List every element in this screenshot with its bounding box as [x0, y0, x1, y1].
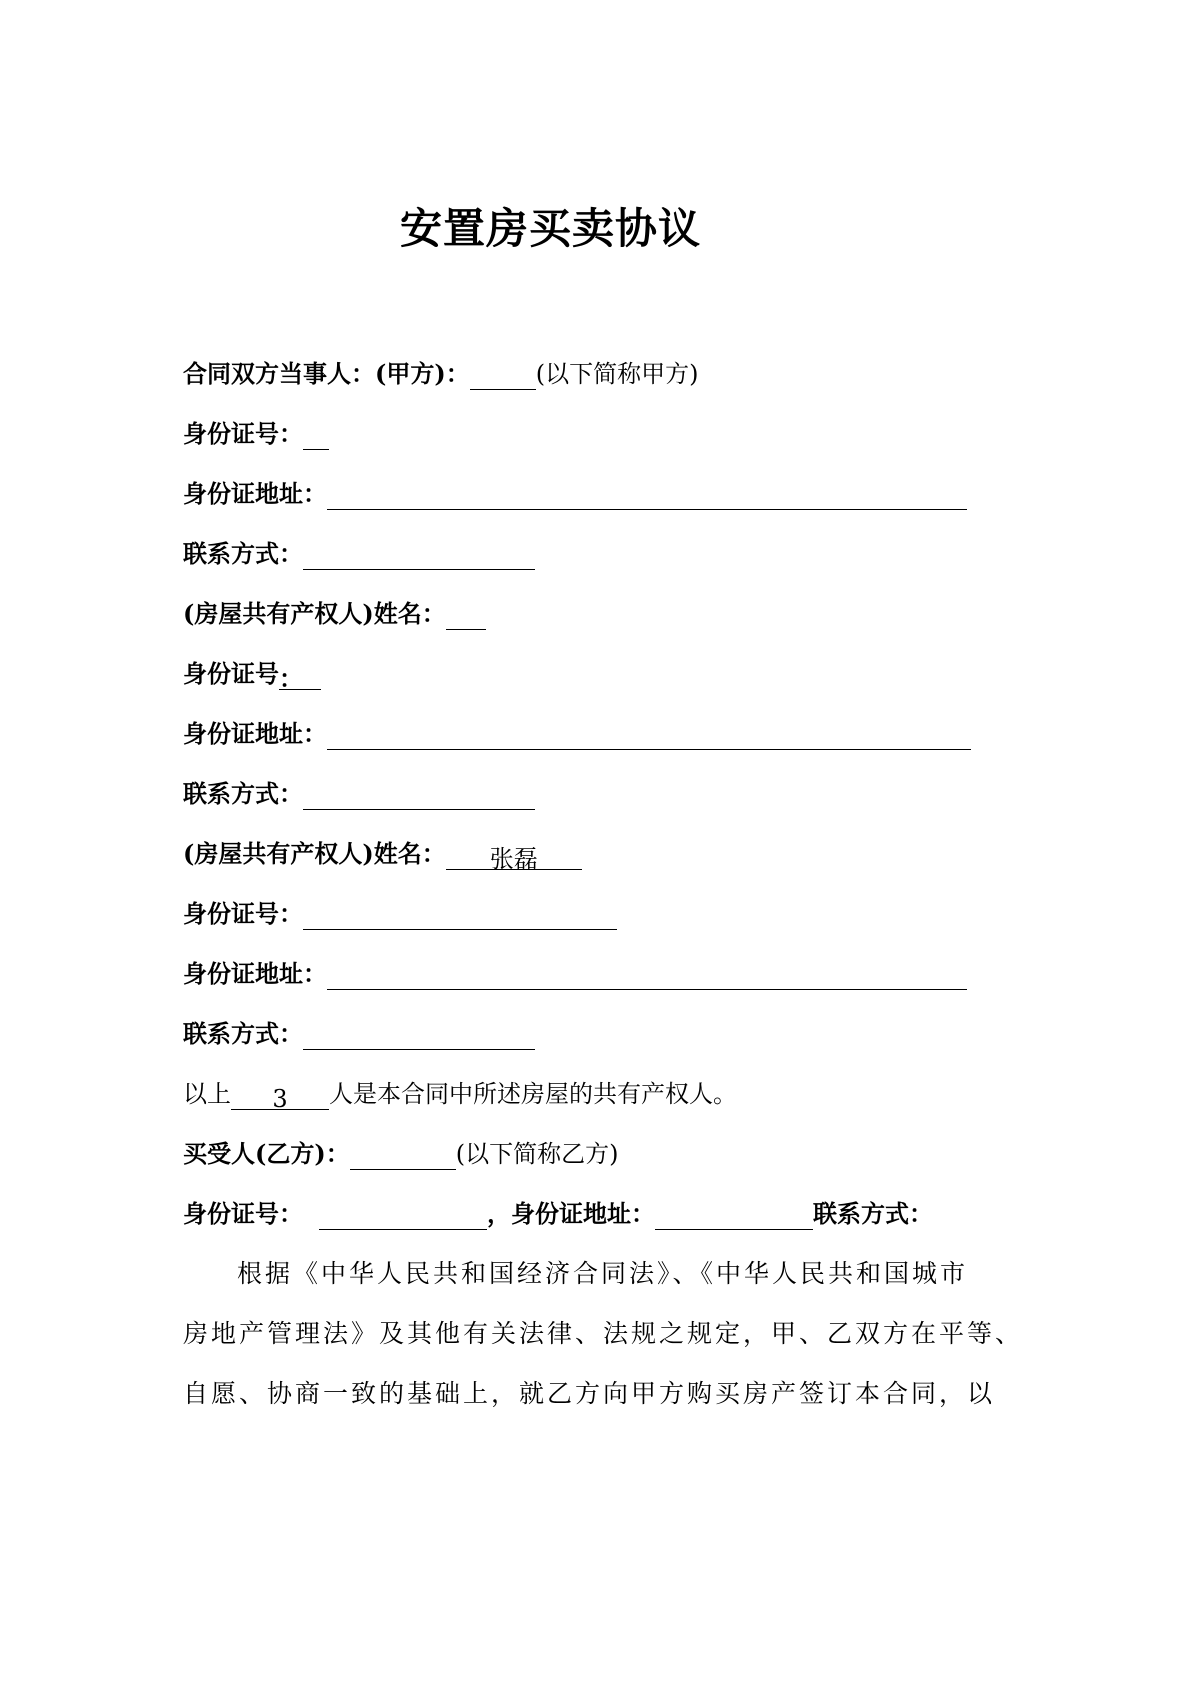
coowner-count-suffix: 人是本合同中所述房屋的共有产权人。: [329, 1080, 737, 1108]
coowner2-contact-line: [183, 1018, 535, 1050]
coowner1-name-label: (房屋共有产权人)姓名：: [183, 599, 446, 628]
coowner-count-line: [183, 1078, 737, 1113]
coowner2-name-label: (房屋共有产权人)姓名：: [183, 839, 446, 868]
party-a-label: 合同双方当事人：(甲方)：: [183, 359, 470, 388]
body-line-1: 根据《中华人民共和国经济合同法》、《中华人民共和国城市: [237, 1259, 969, 1288]
party-b-details-line: [183, 1198, 933, 1230]
party-a-line: [183, 358, 698, 390]
party-b-label: 买受人(乙方)：: [183, 1139, 350, 1168]
coowner2-address-line: [183, 958, 967, 990]
coowner2-contact-label: 联系方式：: [183, 1019, 303, 1048]
coowner1-contact-label: 联系方式：: [183, 779, 303, 808]
coowner1-id-blank[interactable]: ：: [279, 663, 321, 690]
coowner2-address-label: 身份证地址：: [183, 959, 327, 988]
body-line-3: 自愿、协商一致的基础上，就乙方向甲方购买房产签订本合同，以: [183, 1379, 996, 1408]
party-a-address-blank[interactable]: [327, 483, 967, 510]
coowner2-id-blank[interactable]: [303, 903, 617, 930]
party-b-suffix: (以下简称乙方): [455, 1140, 619, 1168]
coowner2-id-label: 身份证号：: [183, 899, 303, 928]
party-a-id-label: 身份证号：: [183, 419, 303, 448]
party-b-name-blank[interactable]: [350, 1143, 456, 1170]
coowner1-contact-blank[interactable]: [303, 783, 535, 810]
party-a-id-line: [183, 418, 329, 450]
party-b-address-label: ，身份证地址：: [487, 1199, 655, 1228]
party-a-contact-line: [183, 538, 535, 570]
coowner1-id-line: [183, 658, 321, 693]
party-b-line: [183, 1138, 618, 1170]
coowner1-name-blank[interactable]: [446, 603, 486, 630]
coowner1-contact-line: [183, 778, 535, 810]
party-b-contact-label: 联系方式：: [813, 1199, 933, 1228]
party-b-id-blank[interactable]: [319, 1203, 487, 1230]
coowner1-address-label: 身份证地址：: [183, 719, 327, 748]
coowner2-name-line: [183, 838, 582, 873]
document-title: 安置房买卖协议: [400, 204, 702, 253]
party-a-name-blank[interactable]: [470, 363, 536, 390]
coowner-count-value[interactable]: 3: [231, 1083, 329, 1110]
coowner1-address-line: [183, 718, 971, 750]
party-a-address-line: [183, 478, 967, 510]
coowner2-id-line: [183, 898, 617, 930]
coowner2-address-blank[interactable]: [327, 963, 967, 990]
coowner1-address-blank[interactable]: [327, 723, 971, 750]
party-a-id-blank[interactable]: [303, 423, 329, 450]
coowner1-name-line: [183, 598, 486, 630]
party-a-contact-label: 联系方式：: [183, 539, 303, 568]
coowner1-id-label: 身份证号: [183, 659, 279, 688]
party-a-suffix: (以下简称甲方): [535, 360, 699, 388]
coowner2-name-value[interactable]: 张磊: [446, 843, 582, 870]
party-a-contact-blank[interactable]: [303, 543, 535, 570]
party-a-address-label: 身份证地址：: [183, 479, 327, 508]
coowner2-contact-blank[interactable]: [303, 1023, 535, 1050]
coowner-count-prefix: 以上: [183, 1080, 231, 1108]
body-line-2: 房地产管理法》及其他有关法律、法规之规定，甲、乙双方在平等、: [183, 1319, 1024, 1348]
party-b-id-label: 身份证号：: [183, 1199, 303, 1228]
party-b-address-blank[interactable]: [655, 1203, 813, 1230]
